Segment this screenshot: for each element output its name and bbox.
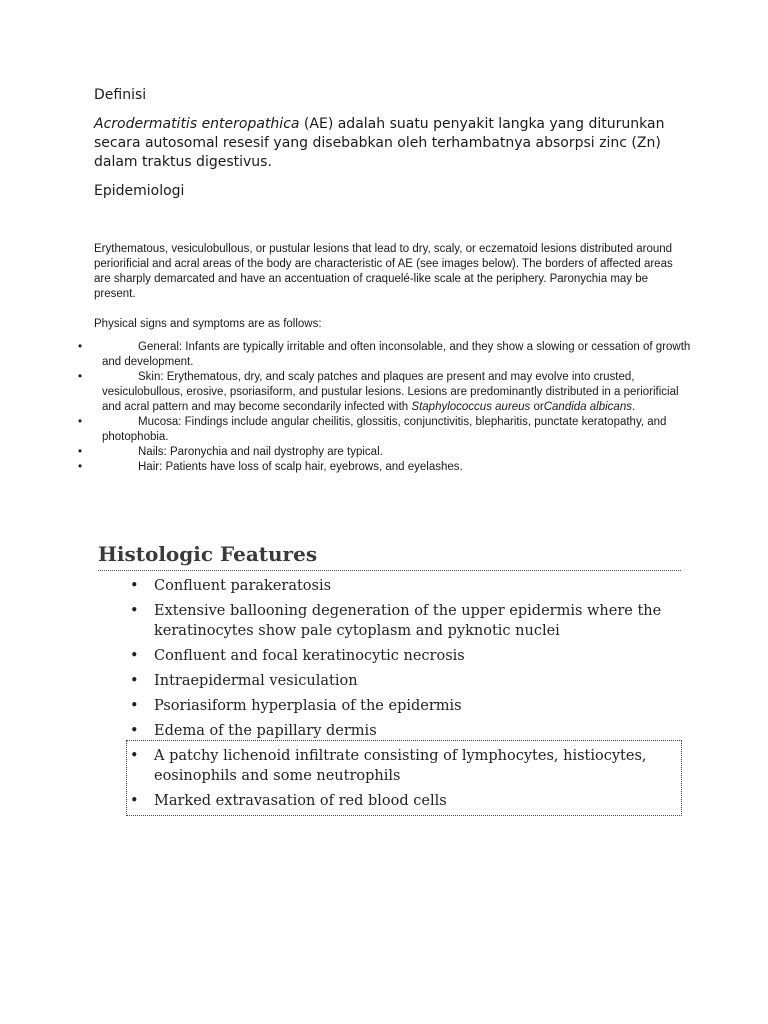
list-item [130,646,680,666]
list-item-text: Confluent parakeratosis [154,578,332,594]
divider [98,570,681,571]
bullet: • [77,461,83,473]
bullet: • [77,446,83,458]
list-item-text: Edema of the papillary dermis [154,723,377,739]
list-item [130,746,680,786]
list-item-text: Extensive ballooning degeneration of the upper epidermis where the keratinocytes show pale cytoplasm and pyknotic nuclei [154,603,662,639]
histologic-list [130,576,680,816]
bullet: • [130,603,139,619]
list-item-text: Intraepidermal vesiculation [154,673,358,689]
bullet: • [130,698,139,714]
signs-intro: Physical signs and symptoms are as follows: [94,318,322,330]
bullet: • [130,578,139,594]
list-item-text: Confluent and focal keratinocytic necrosis [154,648,465,664]
list-item-text: . [631,401,636,413]
definisi-paragraph [94,115,694,172]
list-item [130,601,680,641]
list-item [74,460,694,475]
list-item-text: A patchy lichenoid infiltrate consisting of lymphocytes, histiocytes, eosinophils and some neutrophils [154,748,647,784]
list-item [74,340,694,370]
list-item-text: General: Infants are typically irritable and often inconsolable, and they show a slowing or cessation of growth and development. [102,341,691,368]
bullet: • [130,673,139,689]
definisi-term: Acrodermatitis enteropathica [94,116,300,132]
organism-candida: Candida albicans [543,401,632,413]
bullet: • [77,371,83,383]
list-item [130,791,680,811]
definisi-heading: Definisi [94,87,147,103]
list-item [74,415,694,445]
epidemiologi-heading: Epidemiologi [94,183,185,199]
list-item-text: Marked extravasation of red blood cells [154,793,447,809]
bullet: • [130,793,139,809]
list-item [74,370,694,415]
list-item [130,696,680,716]
list-item [130,671,680,691]
bullet: • [77,341,83,353]
definisi-text: (AE) adalah suatu penyakit langka yang diturunkan secara autosomal resesif yang disebabkan oleh terhambatnya absorpsi zinc (Zn) dalam traktus digestivus. [94,116,665,170]
symptom-list [74,340,694,475]
list-item [130,721,680,741]
list-item-text: Psoriasiform hyperplasia of the epidermis [154,698,462,714]
organism-staphylococcus: Staphylococcus aureus [411,401,531,413]
list-item [74,445,694,460]
histologic-title: Histologic Features [98,542,318,566]
list-item-text: Hair: Patients have loss of scalp hair, eyebrows, and eyelashes. [138,461,463,473]
list-item-text: Nails: Paronychia and nail dystrophy are typical. [138,446,383,458]
bullet: • [130,723,139,739]
list-item-text: or [530,401,544,413]
list-item [130,576,680,596]
clinical-paragraph: Erythematous, vesiculobullous, or pustular lesions that lead to dry, scaly, or eczematoid lesions distributed around periorificial and acral areas of the body are characteristic of AE (see images below). The borders of affected areas are sharply demarcated and have an accentuation of craquelé-like scale at the periphery. Paronychia may be present. [94,243,673,300]
bullet: • [77,416,83,428]
list-item-text: Skin: Erythematous, dry, and scaly patches and plaques are present and may evolve into crusted, vesiculobullous, erosive, psoriasiform, and pustular lesions. Lesions are predominantly distributed in a periorificial and acral pattern and may become secondarily infected with [102,371,679,413]
bullet: • [130,748,139,764]
list-item-text: Mucosa: Findings include angular cheilitis, glossitis, conjunctivitis, blepharitis, punctate keratopathy, and photophobia. [102,416,667,443]
bullet: • [130,648,139,664]
